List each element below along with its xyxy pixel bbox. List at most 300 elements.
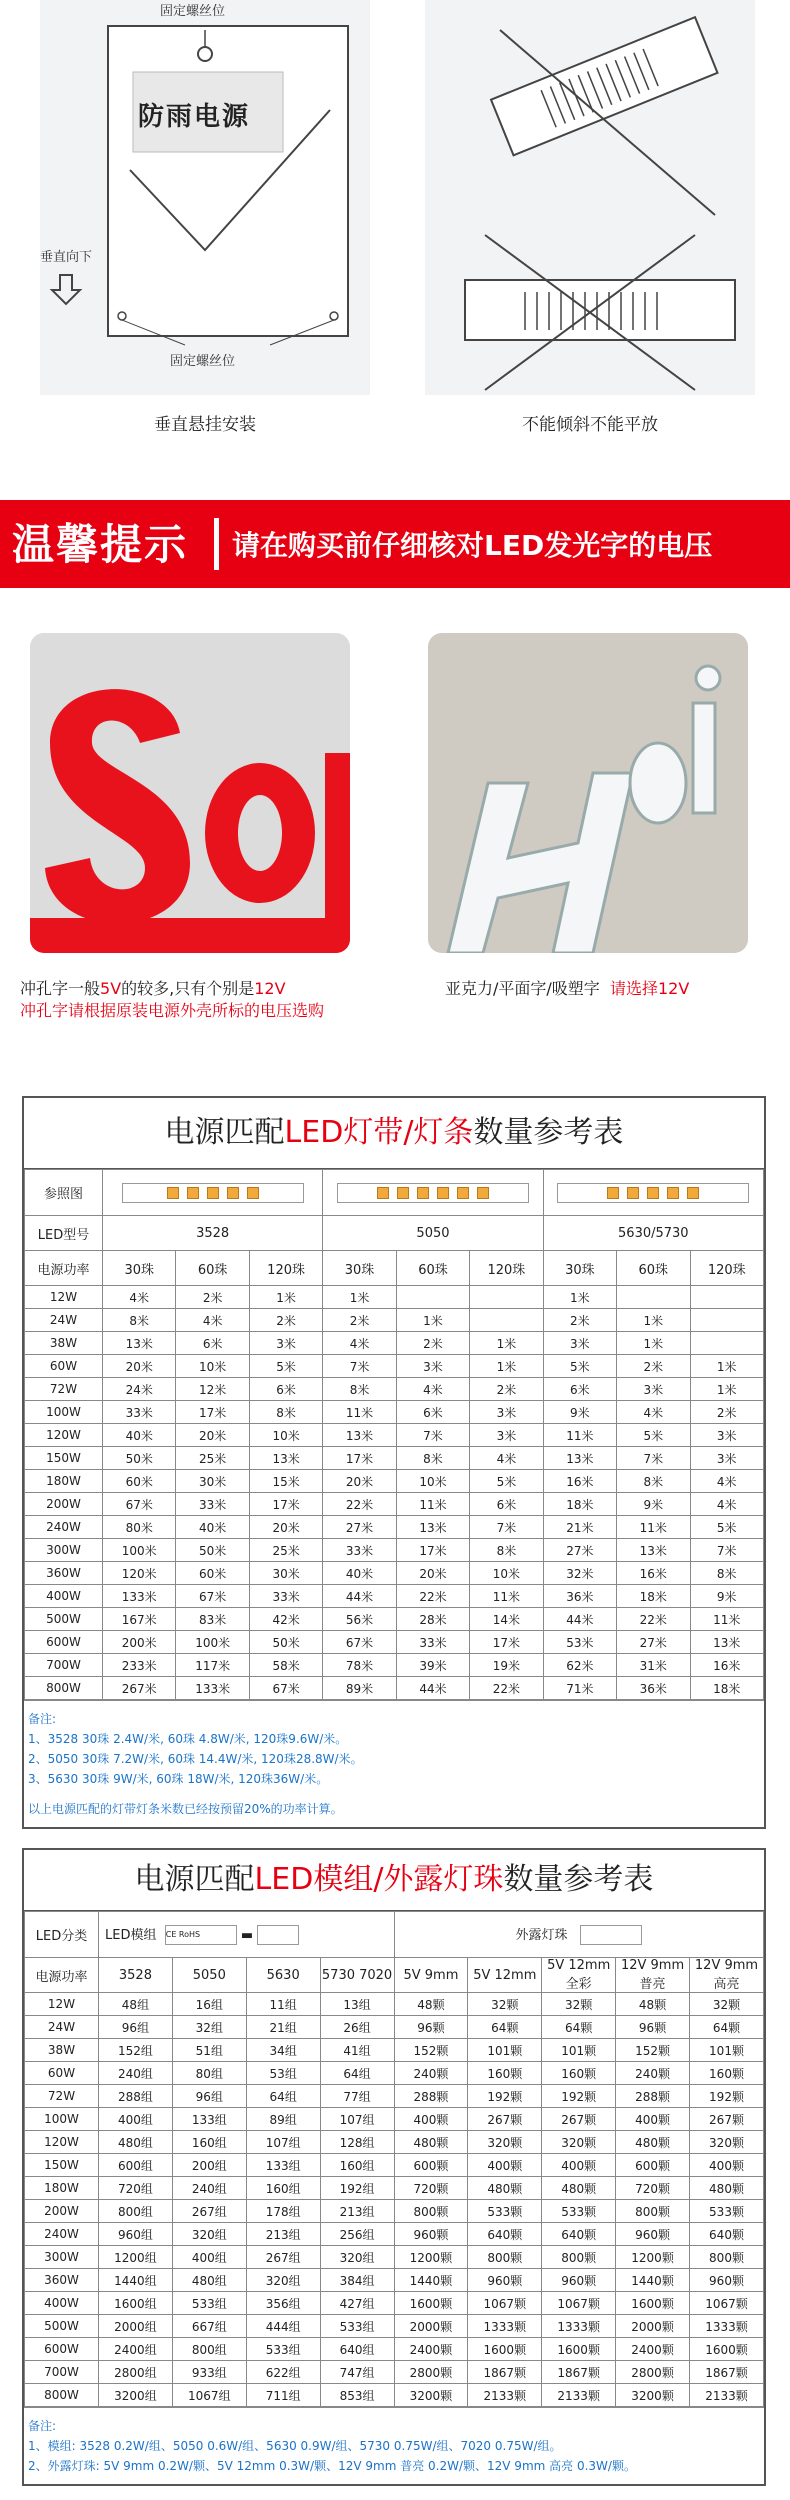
power-cell: 400W xyxy=(25,1585,103,1608)
table-cell: 444组 xyxy=(246,2315,320,2338)
power-label: 电源功率 xyxy=(25,1958,99,1993)
table-cell: 213组 xyxy=(246,2223,320,2246)
table-cell: 2米 xyxy=(543,1309,616,1332)
power-cell: 700W xyxy=(25,2361,99,2384)
table-cell: 22米 xyxy=(396,1585,469,1608)
note-text: 亚克力/平面字/吸塑字 xyxy=(445,979,600,998)
column-header: 30珠 xyxy=(323,1251,396,1286)
column-header: 12V 9mm 高亮 xyxy=(690,1958,764,1993)
table-cell: 213组 xyxy=(320,2200,394,2223)
module-connector-icon: ▬ xyxy=(240,1927,254,1943)
table-cell: 17米 xyxy=(176,1401,249,1424)
table-cell: 4米 xyxy=(617,1401,690,1424)
module-label: LED模组 xyxy=(105,1927,157,1943)
table-cell: 267颗 xyxy=(542,2108,616,2131)
table-cell: 2000颗 xyxy=(394,2315,468,2338)
table-cell: 13米 xyxy=(323,1424,396,1447)
note-line: 3、5630 30珠 9W/米, 60珠 18W/米, 120珠36W/米。 xyxy=(28,1772,329,1786)
table-cell: 11米 xyxy=(470,1585,543,1608)
table-cell: 16米 xyxy=(543,1470,616,1493)
table-cell: 48颗 xyxy=(394,1993,468,2016)
power-cell: 24W xyxy=(25,1309,103,1332)
table-cell: 1600颗 xyxy=(468,2338,542,2361)
power-cell: 150W xyxy=(25,2154,99,2177)
exposed-label: 外露灯珠 xyxy=(515,1927,568,1943)
table-row xyxy=(25,1677,764,1700)
table2-title xyxy=(24,1850,764,1911)
table-cell: 3米 xyxy=(396,1355,469,1378)
table-cell: 720颗 xyxy=(616,2177,690,2200)
table-cell: 267组 xyxy=(172,2200,246,2223)
table-cell: 1米 xyxy=(617,1309,690,1332)
table-cell: 2米 xyxy=(617,1355,690,1378)
module-ref xyxy=(99,1912,395,1958)
table-cell: 960颗 xyxy=(690,2269,764,2292)
table-cell: 51组 xyxy=(172,2039,246,2062)
table-cell: 101颗 xyxy=(468,2039,542,2062)
table1-title xyxy=(24,1098,764,1169)
table-row xyxy=(25,1654,764,1677)
column-header: 120珠 xyxy=(470,1251,543,1286)
table-cell: 533组 xyxy=(172,2292,246,2315)
table-cell: 240组 xyxy=(99,2062,173,2085)
table-row xyxy=(25,2361,764,2384)
type-label: LED型号 xyxy=(25,1216,103,1251)
table-cell: 320颗 xyxy=(690,2131,764,2154)
table-cell: 25米 xyxy=(176,1447,249,1470)
table-cell: 48颗 xyxy=(616,1993,690,2016)
table-cell: 600组 xyxy=(99,2154,173,2177)
table-cell: 480颗 xyxy=(690,2177,764,2200)
table-cell: 25米 xyxy=(249,1539,322,1562)
table-cell: 3200颗 xyxy=(394,2384,468,2407)
table-row xyxy=(25,2131,764,2154)
table-cell: 1067颗 xyxy=(542,2292,616,2315)
table-row xyxy=(25,1401,764,1424)
power-cell: 120W xyxy=(25,1424,103,1447)
table-cell: 2米 xyxy=(396,1332,469,1355)
title-highlight: LED灯带/灯条 xyxy=(284,1115,474,1150)
table-cell: 640颗 xyxy=(468,2223,542,2246)
table-row xyxy=(25,2269,764,2292)
table-cell: 1867颗 xyxy=(690,2361,764,2384)
note-line: 备注: xyxy=(28,2419,57,2433)
table-cell: 21米 xyxy=(543,1516,616,1539)
table-cell: 67米 xyxy=(103,1493,176,1516)
table-cell: 152颗 xyxy=(394,2039,468,2062)
note-text: 冲孔字一般 xyxy=(20,979,101,998)
table-cell: 3米 xyxy=(690,1424,764,1447)
table-cell: 320颗 xyxy=(468,2131,542,2154)
table1-grid xyxy=(24,1169,764,1700)
table-cell: 3米 xyxy=(470,1424,543,1447)
table-cell: 1600颗 xyxy=(394,2292,468,2315)
table-cell: 1867颗 xyxy=(542,2361,616,2384)
table-cell: 71米 xyxy=(543,1677,616,1700)
table-cell: 40米 xyxy=(323,1562,396,1585)
table-cell: 960颗 xyxy=(468,2269,542,2292)
table-cell: 4米 xyxy=(396,1378,469,1401)
table-cell: 17米 xyxy=(470,1631,543,1654)
table-row xyxy=(25,1585,764,1608)
table-cell: 2米 xyxy=(176,1286,249,1309)
column-header: 5V 12mm 全彩 xyxy=(542,1958,616,1993)
note-line: 2、外露灯珠: 5V 9mm 0.2W/颗、5V 12mm 0.3W/颗、12V 9mm 普亮 0.2W/颗、12V 9mm 高亮 0.3W/颗。 xyxy=(28,2459,636,2473)
power-cell: 150W xyxy=(25,1447,103,1470)
table-cell: 640颗 xyxy=(542,2223,616,2246)
table-cell: 320组 xyxy=(172,2223,246,2246)
table-row xyxy=(25,2223,764,2246)
table-cell: 6米 xyxy=(249,1378,322,1401)
table-cell: 13米 xyxy=(103,1332,176,1355)
table-row xyxy=(25,1355,764,1378)
table-cell: 77组 xyxy=(320,2085,394,2108)
ref-img-5630 xyxy=(543,1170,763,1216)
table-cell: 8米 xyxy=(617,1470,690,1493)
table-cell: 20米 xyxy=(176,1424,249,1447)
power-cell: 38W xyxy=(25,2039,99,2062)
table-row xyxy=(25,2016,764,2039)
table-cell: 320组 xyxy=(320,2246,394,2269)
table-cell: 34组 xyxy=(246,2039,320,2062)
table-cell: 167米 xyxy=(103,1608,176,1631)
power-cell: 700W xyxy=(25,1654,103,1677)
table-cell: 133米 xyxy=(176,1677,249,1700)
table-cell: 800颗 xyxy=(616,2200,690,2223)
table-cell: 1米 xyxy=(396,1309,469,1332)
table-cell: 800组 xyxy=(99,2200,173,2223)
table-cell: 320组 xyxy=(246,2269,320,2292)
table-row xyxy=(25,1516,764,1539)
table-cell: 400组 xyxy=(99,2108,173,2131)
table-cell: 5米 xyxy=(690,1516,764,1539)
table-cell: 256组 xyxy=(320,2223,394,2246)
table-cell: 480组 xyxy=(172,2269,246,2292)
table-row xyxy=(25,2085,764,2108)
table-cell: 622组 xyxy=(246,2361,320,2384)
table-cell: 16米 xyxy=(617,1562,690,1585)
title-part: 电源匹配 xyxy=(164,1115,285,1150)
table-cell: 50米 xyxy=(103,1447,176,1470)
table-cell: 1200组 xyxy=(99,2246,173,2269)
table-cell: 50米 xyxy=(249,1631,322,1654)
ref-img-5050 xyxy=(323,1170,543,1216)
table-cell: 10米 xyxy=(470,1562,543,1585)
screw-top-label: 固定螺丝位 xyxy=(160,4,226,19)
table-cell: 133组 xyxy=(246,2154,320,2177)
table-cell: 62米 xyxy=(543,1654,616,1677)
table-cell: 1867颗 xyxy=(468,2361,542,2384)
column-header: 5730 7020 xyxy=(320,1958,394,1993)
table-cell: 8米 xyxy=(690,1562,764,1585)
punched-note-line1 xyxy=(20,978,286,1000)
warning-banner xyxy=(0,500,790,588)
table-cell: 4米 xyxy=(690,1470,764,1493)
strip-power-table xyxy=(22,1096,766,1829)
table-cell: 192颗 xyxy=(468,2085,542,2108)
table-cell: 400颗 xyxy=(690,2154,764,2177)
table-row xyxy=(25,2338,764,2361)
power-cell: 12W xyxy=(25,1286,103,1309)
table-cell: 30米 xyxy=(176,1470,249,1493)
table-row xyxy=(25,1608,764,1631)
table-cell: 800组 xyxy=(172,2338,246,2361)
table-row xyxy=(25,2315,764,2338)
table-cell: 17米 xyxy=(396,1539,469,1562)
table-cell: 2米 xyxy=(249,1309,322,1332)
table-row xyxy=(25,2246,764,2269)
table-cell: 13米 xyxy=(396,1516,469,1539)
table-cell: 96颗 xyxy=(616,2016,690,2039)
table-cell: 267颗 xyxy=(690,2108,764,2131)
table-cell: 192颗 xyxy=(542,2085,616,2108)
table-cell: 78米 xyxy=(323,1654,396,1677)
table-cell: 1067颗 xyxy=(690,2292,764,2315)
table-cell: 10米 xyxy=(249,1424,322,1447)
power-cell: 360W xyxy=(25,1562,103,1585)
table-cell: 192颗 xyxy=(690,2085,764,2108)
table-cell: 2米 xyxy=(690,1401,764,1424)
table-cell: 13米 xyxy=(543,1447,616,1470)
table-cell: 128组 xyxy=(320,2131,394,2154)
column-header: 120珠 xyxy=(249,1251,322,1286)
table-cell xyxy=(470,1309,543,1332)
table-cell: 100米 xyxy=(103,1539,176,1562)
table-cell: 600颗 xyxy=(616,2154,690,2177)
table-cell xyxy=(690,1286,764,1309)
table-cell: 800颗 xyxy=(394,2200,468,2223)
power-cell: 360W xyxy=(25,2269,99,2292)
table-row xyxy=(25,1309,764,1332)
table-cell: 133米 xyxy=(103,1585,176,1608)
table-cell: 16米 xyxy=(690,1654,764,1677)
table2-notes xyxy=(24,2407,764,2484)
power-cell: 180W xyxy=(25,1470,103,1493)
table-cell: 2800组 xyxy=(99,2361,173,2384)
screw-bottom-label: 固定螺丝位 xyxy=(170,354,236,369)
down-arrow-icon xyxy=(52,275,80,304)
table-row xyxy=(25,2177,764,2200)
banner-title: 温馨提示 xyxy=(12,520,189,569)
table-cell: 1067颗 xyxy=(468,2292,542,2315)
table-cell: 960颗 xyxy=(616,2223,690,2246)
table-cell: 67米 xyxy=(323,1631,396,1654)
table-cell: 27米 xyxy=(617,1631,690,1654)
table1-notes xyxy=(24,1700,764,1827)
table-cell: 7米 xyxy=(323,1355,396,1378)
table-cell: 960组 xyxy=(99,2223,173,2246)
table-cell: 2米 xyxy=(470,1378,543,1401)
table-cell: 41组 xyxy=(320,2039,394,2062)
table-cell: 1米 xyxy=(543,1286,616,1309)
power-cell: 12W xyxy=(25,1993,99,2016)
module-ce-text: CE RoHS xyxy=(165,1930,201,1940)
table-cell: 13米 xyxy=(617,1539,690,1562)
table-cell: 44米 xyxy=(396,1677,469,1700)
table-cell: 8米 xyxy=(470,1539,543,1562)
table-cell: 3米 xyxy=(617,1378,690,1401)
table-cell: 36米 xyxy=(617,1677,690,1700)
table-cell: 1333颗 xyxy=(542,2315,616,2338)
table-cell: 10米 xyxy=(176,1355,249,1378)
table-row xyxy=(25,2384,764,2407)
table-cell: 64颗 xyxy=(542,2016,616,2039)
column-header: 30珠 xyxy=(103,1251,176,1286)
table-cell: 13米 xyxy=(690,1631,764,1654)
table-cell: 720颗 xyxy=(394,2177,468,2200)
table-cell: 2400组 xyxy=(99,2338,173,2361)
table-cell xyxy=(690,1332,764,1355)
table-cell: 1440颗 xyxy=(616,2269,690,2292)
power-cell: 600W xyxy=(25,2338,99,2361)
table-cell: 2800颗 xyxy=(394,2361,468,2384)
tilt-panel xyxy=(425,0,755,395)
table-cell: 7米 xyxy=(617,1447,690,1470)
table-cell: 533组 xyxy=(320,2315,394,2338)
ref-label: 参照图 xyxy=(25,1170,103,1216)
title-part: 电源匹配 xyxy=(134,1862,255,1897)
column-header: 60珠 xyxy=(617,1251,690,1286)
table-cell: 120米 xyxy=(103,1562,176,1585)
table-cell: 640组 xyxy=(320,2338,394,2361)
table-cell: 32米 xyxy=(543,1562,616,1585)
column-header: 60珠 xyxy=(396,1251,469,1286)
table-cell: 200米 xyxy=(103,1631,176,1654)
table-cell: 1600组 xyxy=(99,2292,173,2315)
power-cell: 240W xyxy=(25,2223,99,2246)
table-cell: 288颗 xyxy=(394,2085,468,2108)
table-cell: 27米 xyxy=(543,1539,616,1562)
note-line: 备注: xyxy=(28,1712,57,1726)
table-cell: 26组 xyxy=(320,2016,394,2039)
table-cell: 44米 xyxy=(543,1608,616,1631)
table-cell: 160组 xyxy=(320,2154,394,2177)
table-cell: 6米 xyxy=(176,1332,249,1355)
power-cell: 120W xyxy=(25,2131,99,2154)
table-cell: 22米 xyxy=(617,1608,690,1631)
power-cell: 240W xyxy=(25,1516,103,1539)
table-cell: 640颗 xyxy=(690,2223,764,2246)
table-cell: 53组 xyxy=(246,2062,320,2085)
acrylic-letter-photo xyxy=(428,633,748,953)
table-cell: 192组 xyxy=(320,2177,394,2200)
table-cell: 89米 xyxy=(323,1677,396,1700)
table-cell: 800颗 xyxy=(542,2246,616,2269)
table-cell: 720组 xyxy=(99,2177,173,2200)
table-cell: 240颗 xyxy=(616,2062,690,2085)
power-cell: 200W xyxy=(25,2200,99,2223)
vertical-install-diagram xyxy=(40,0,370,395)
table-cell: 1米 xyxy=(690,1355,764,1378)
table-cell: 33米 xyxy=(103,1401,176,1424)
table-cell: 267颗 xyxy=(468,2108,542,2131)
table-cell: 67米 xyxy=(176,1585,249,1608)
table-cell: 10米 xyxy=(396,1470,469,1493)
table-row xyxy=(25,1562,764,1585)
table-cell: 9米 xyxy=(617,1493,690,1516)
table-cell: 44米 xyxy=(323,1585,396,1608)
table-cell: 36米 xyxy=(543,1585,616,1608)
table-cell: 21组 xyxy=(246,2016,320,2039)
table-cell: 853组 xyxy=(320,2384,394,2407)
table2-grid xyxy=(24,1911,764,2407)
table-cell: 160颗 xyxy=(690,2062,764,2085)
table-cell: 11米 xyxy=(617,1516,690,1539)
table-cell: 267米 xyxy=(103,1677,176,1700)
table-cell: 1米 xyxy=(249,1286,322,1309)
note-line: 1、3528 30珠 2.4W/米, 60珠 4.8W/米, 120珠9.6W/米。 xyxy=(28,1732,348,1746)
table-cell: 533颗 xyxy=(542,2200,616,2223)
table-cell: 160组 xyxy=(172,2131,246,2154)
table-cell xyxy=(617,1286,690,1309)
table-cell: 160颗 xyxy=(468,2062,542,2085)
table-cell: 8米 xyxy=(103,1309,176,1332)
table-cell: 1米 xyxy=(690,1378,764,1401)
table-cell: 1440组 xyxy=(99,2269,173,2292)
table-cell: 747组 xyxy=(320,2361,394,2384)
class-label: LED分类 xyxy=(25,1912,99,1958)
table-cell: 80米 xyxy=(103,1516,176,1539)
down-label: 垂直向下 xyxy=(40,250,93,265)
table-cell: 64颗 xyxy=(690,2016,764,2039)
table-cell: 101颗 xyxy=(542,2039,616,2062)
table-cell: 30米 xyxy=(249,1562,322,1585)
title-highlight: LED模组/外露灯珠 xyxy=(254,1862,504,1897)
table-cell: 32颗 xyxy=(690,1993,764,2016)
type-cell: 5050 xyxy=(323,1216,543,1251)
table-cell: 3米 xyxy=(249,1332,322,1355)
table-cell: 533颗 xyxy=(468,2200,542,2223)
table-cell: 53米 xyxy=(543,1631,616,1654)
table-cell: 96颗 xyxy=(394,2016,468,2039)
rainproof-power-label: 防雨电源 xyxy=(138,102,251,132)
table-cell: 1600颗 xyxy=(690,2338,764,2361)
title-part: 数量参考表 xyxy=(503,1862,654,1897)
table-cell: 22米 xyxy=(323,1493,396,1516)
table-cell: 33米 xyxy=(249,1585,322,1608)
table-cell: 13米 xyxy=(249,1447,322,1470)
tilt-caption: 不能倾斜不能平放 xyxy=(522,415,658,435)
power-cell: 100W xyxy=(25,2108,99,2131)
note-5v: 5V xyxy=(100,979,122,998)
table-cell: 6米 xyxy=(543,1378,616,1401)
table-cell: 60米 xyxy=(176,1562,249,1585)
table-cell: 960颗 xyxy=(394,2223,468,2246)
table-cell: 8米 xyxy=(249,1401,322,1424)
table-cell: 3200组 xyxy=(99,2384,173,2407)
table-cell: 400颗 xyxy=(616,2108,690,2131)
table-cell: 427组 xyxy=(320,2292,394,2315)
table-cell: 117米 xyxy=(176,1654,249,1677)
table-cell: 64颗 xyxy=(468,2016,542,2039)
table-cell xyxy=(396,1286,469,1309)
table-cell: 400组 xyxy=(172,2246,246,2269)
table-cell: 33米 xyxy=(323,1539,396,1562)
table-cell: 152组 xyxy=(99,2039,173,2062)
table-cell: 1200颗 xyxy=(616,2246,690,2269)
table-cell: 2000颗 xyxy=(616,2315,690,2338)
table-cell: 600颗 xyxy=(394,2154,468,2177)
table-cell: 5米 xyxy=(617,1424,690,1447)
table-cell: 2400颗 xyxy=(616,2338,690,2361)
table-cell: 133组 xyxy=(172,2108,246,2131)
power-cell: 800W xyxy=(25,1677,103,1700)
table-cell: 48组 xyxy=(99,1993,173,2016)
table-row xyxy=(25,1993,764,2016)
banner-subtitle: 请在购买前仔细核对LED发光字的电压 xyxy=(232,529,713,562)
table-cell: 480颗 xyxy=(616,2131,690,2154)
table-cell: 5米 xyxy=(470,1470,543,1493)
